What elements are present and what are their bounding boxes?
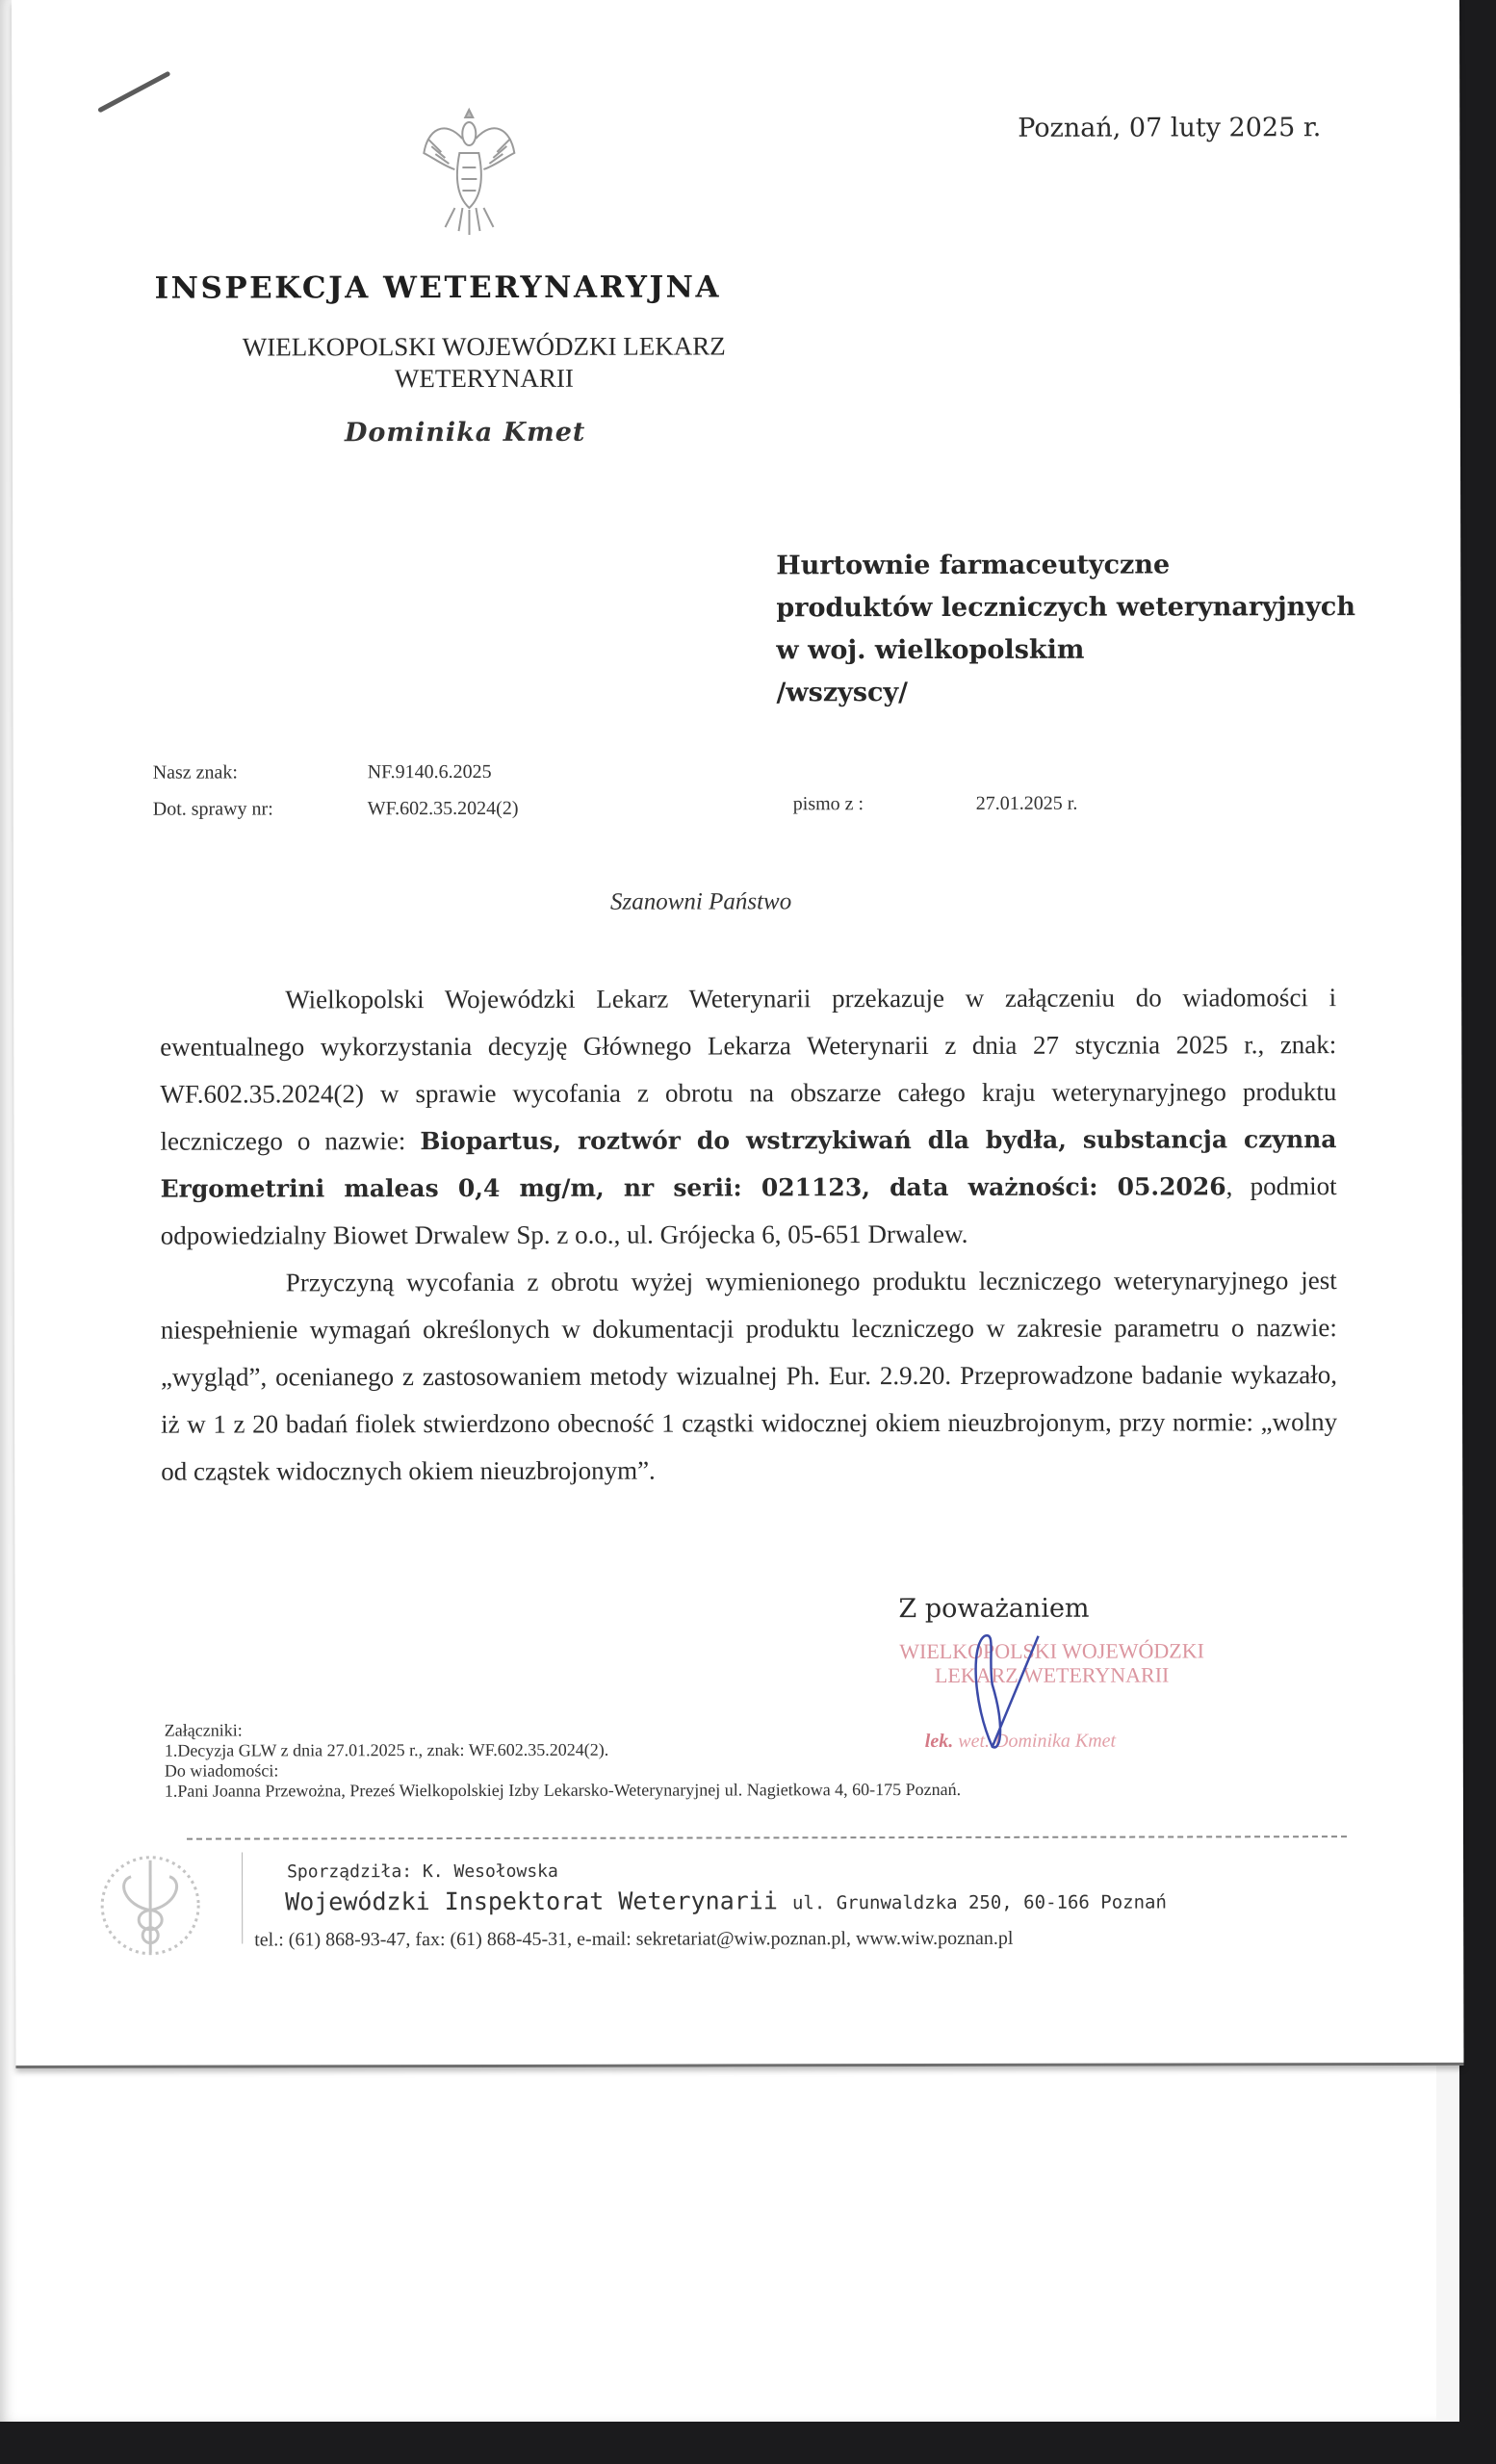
greeting: Szanowni Państwo	[609, 888, 792, 915]
recipient-line: /wszyscy/	[776, 678, 909, 708]
institution-title: INSPEKCJA WETERYNARYJNA	[154, 270, 722, 306]
stamp-line-2: LEKARZ WETERYNARII	[934, 1662, 1170, 1687]
footer-institution-name: Wojewódzki Inspektorat Weterynarii	[285, 1886, 778, 1916]
letter-of-label: pismo z :	[792, 793, 864, 815]
recipient-line: produktów leczniczych weterynaryjnych	[776, 592, 1356, 624]
attachment-item: 1.Decyzja GLW z dnia 27.01.2025 r., znak: WF.602.35.2024(2).	[164, 1739, 609, 1760]
office-line-2: WETERYNARII	[394, 363, 574, 394]
footer-divider	[187, 1835, 1347, 1840]
paragraph-1-tail: , podmiot odpowiedzialny Biowet Drwalew Sp. z o.o., ul. Grójecka 6, 05-651 Drwalew.	[160, 1171, 1337, 1250]
our-ref-label: Nasz znak:	[152, 761, 239, 783]
stamp-line-1: WIELKOPOLSKI WOJEWÓDZKI	[899, 1638, 1204, 1664]
paragraph-2: Przyczyną wycofania z obrotu wyżej wymienionego produktu leczniczego weterynaryjnego jest niespełnienie wymagań określonych w dokumentacji produktu leczniczego w zakresie parametru o nazwie: „wygląd”, ocenianego z zastosowaniem metody wizualnej Ph. Eur. 2.9.20. Przeprowadzone badanie wykazało, iż w 1 z 20 badań fiolek stwierdzono obecność 1 cząstki widocznej okiem nieuzbrojonym, przy normie: „wolny od cząstek widocznych okiem nieuzbrojonym”.	[160, 1266, 1338, 1486]
footer-institution	[285, 1886, 1167, 1915]
officer-name: Dominika Kmet	[344, 417, 586, 449]
letter-of-value: 27.01.2025 r.	[975, 792, 1078, 814]
office-name	[195, 330, 773, 395]
office-line-1: WIELKOPOLSKI WOJEWÓDZKI LEKARZ	[242, 331, 726, 362]
recipient-line: Hurtownie farmaceutyczne	[776, 550, 1171, 581]
paragraph-1	[160, 974, 1337, 1260]
recipient-block	[776, 544, 1355, 714]
caduceus-logo-icon	[88, 1853, 213, 1959]
prepared-by: Sporządziła: K. Wesołowska	[287, 1861, 558, 1883]
attachments-label: Załączniki:	[164, 1720, 243, 1740]
cc-item: 1.Pani Joanna Przewożna, Preześ Wielkopolskiej Izby Lekarsko-Weterynaryjnej ul. Nagietkowa 4, 60-175 Poznań.	[164, 1779, 962, 1801]
letter-body	[160, 974, 1337, 1496]
cc-label: Do wiadomości:	[164, 1760, 279, 1781]
closing: Z poważaniem	[898, 1593, 1090, 1625]
handwritten-signature-icon	[964, 1627, 1079, 1761]
footer	[254, 1860, 1167, 1951]
stamp-name: wet. Dominika Kmet	[958, 1730, 1117, 1752]
stamp-title: lek.	[924, 1730, 954, 1753]
footer-contact: tel.: (61) 868-93-47, fax: (61) 868-45-31, e-mail: sekretariat@wiw.poznan.pl, www.wiw.poznan.pl	[254, 1927, 1014, 1951]
paragraph-1-text: Wielkopolski Wojewódzki Lekarz Weterynarii przekazuje w załączeniu do wiadomości i ewentualnego wykorzystania decyzję Głównego Lekarza Weterynarii z dnia 27 stycznia 2025 r., znak: WF.602.35.2024(2) w sprawie wycofania z obrotu na obszarze całego kraju weterynaryjnego produktu leczniczego o nazwie:	[160, 983, 1337, 1156]
case-value: WF.602.35.2024(2)	[367, 797, 519, 820]
footer-address: ul. Grunwaldzka 250, 60-166 Poznań	[791, 1891, 1167, 1914]
our-ref-value: NF.9140.6.2025	[367, 760, 492, 783]
staple-mark	[97, 71, 170, 114]
case-label: Dot. sprawy nr:	[152, 798, 273, 820]
letter-page	[12, 0, 1463, 2068]
recipient-line: w woj. wielkopolskim	[776, 634, 1085, 666]
letter-date: Poznań, 07 luty 2025 r.	[1018, 113, 1322, 143]
polish-eagle-emblem-icon	[416, 100, 522, 244]
product-details: Biopartus, roztwór do wstrzykiwań dla bydła, substancja czynna Ergometrini maleas 0,4 mg/m, nr serii: 021123, data ważności: 05.2026	[160, 1125, 1337, 1203]
footer-separator	[242, 1853, 243, 1944]
attachments-block	[165, 1719, 961, 1802]
